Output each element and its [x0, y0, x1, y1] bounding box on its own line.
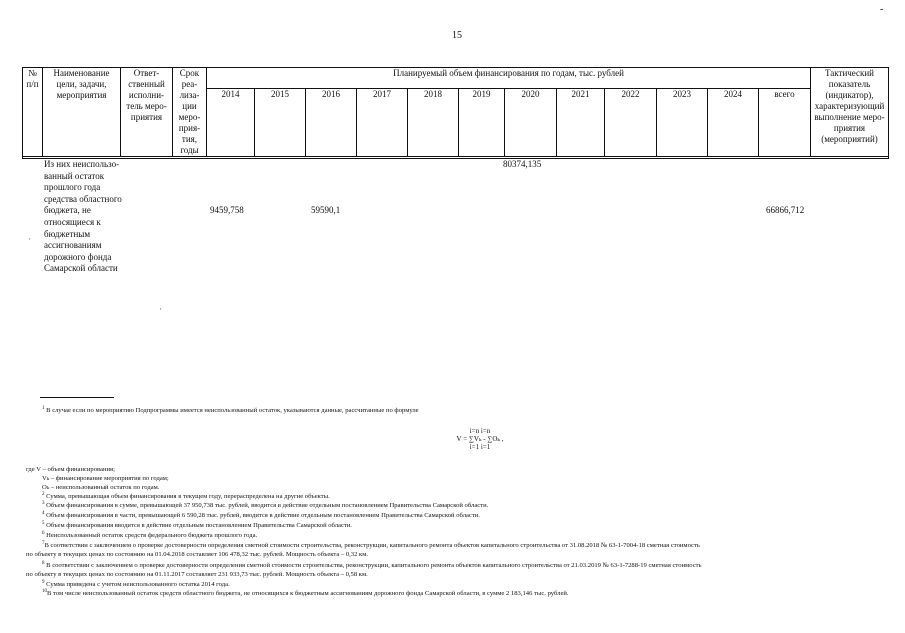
header-row-1	[23, 68, 889, 89]
legend-ok: Oₖ – неиспользованный остаток по годам.	[42, 484, 160, 491]
footnote-separator	[40, 397, 114, 398]
value-total: 66866,712	[766, 205, 805, 215]
footnote-9: $^9$ Сумма приведена с учетом неиспользованного остатка 2014 года.	[42, 579, 230, 588]
header-year: 2014	[207, 89, 255, 157]
row-label: Из них неиспользо-ванный остаток прошлого года средства областного бюджета, не относящиеся к бюджетным ассигнованиям дорожного фонда Самарской области	[44, 159, 122, 274]
footnote-8-cont: по объекту в текущих ценах по состоянию на 01.11.2017 составляет 231 933,73 тыс. рублей. Мощность объекта – 0,58 км.	[26, 571, 368, 578]
footnote-2: $^2$ Сумма, превышающая объем финансирования в текущем году, перераспределена на другие объекты.	[42, 491, 330, 500]
footnote-5: $^5$ Объем финансирования вводится в действие отдельным постановлением Правительства Самарской области.	[42, 520, 352, 529]
footnote-7: $^7$В соответствии с заключением о проверке достоверности определения сметной стоимости строительства, реконструкции, капитального ремонта объектов капитального строительства от 31.08.2018 № 63-1-7004-18 сметная стоимость	[42, 540, 700, 549]
scan-speck: ·	[159, 304, 162, 314]
header-planned: Планируемый объем финансирования по годам, тыс. рублей	[207, 68, 811, 89]
header-executor: Ответ-ственный исполни-тель меро-приятия	[121, 68, 173, 157]
footnote-6: $^6$ Неиспользованный остаток средств федерального бюджета прошлого года.	[42, 530, 258, 539]
value-2016: 59590,1	[311, 205, 341, 215]
header-year: 2023	[657, 89, 708, 157]
footnote-3: $^3$ Объем финансирования в сумме, превышающей 37 950,738 тыс. рублей, вводится в действие отдельным постановлением Правительства Самарской области.	[42, 500, 489, 509]
header-num: № п/п	[23, 68, 43, 157]
header-bottom-border	[23, 157, 889, 159]
header-year: 2020	[505, 89, 557, 157]
header-indicator: Тактический показатель (индикатор), характеризующий выполнение меро-приятия (мероприятий)	[811, 68, 889, 157]
header-year: 2019	[459, 89, 505, 157]
value-2020: 80374,135	[503, 159, 542, 169]
financing-table	[22, 67, 889, 159]
value-2014: 9459,758	[210, 205, 244, 215]
header-year: 2021	[557, 89, 605, 157]
footnote-8: $^8$ В соответствии с заключением о проверке достоверности определения сметной стоимости строительства, реконструкции, капитального ремонта объектов капитального строительства от 21.03.2019 № 63-1-7288-19 сметная стоимость	[42, 560, 702, 569]
header-total: всего	[759, 89, 811, 157]
header-year: 2016	[306, 89, 357, 157]
page-number: 15	[452, 30, 462, 41]
header-year: 2015	[255, 89, 306, 157]
corner-mark: -	[880, 4, 884, 15]
header-year: 2024	[708, 89, 759, 157]
header-year: 2017	[357, 89, 408, 157]
formula: i=n i=n V = ∑Vₖ - ∑Oₖ , i=1 i=1	[456, 427, 504, 451]
scan-speck: ·	[28, 234, 31, 244]
header-year: 2018	[408, 89, 459, 157]
header-year: 2022	[605, 89, 657, 157]
footnote-4: $^4$ Объем финансирования в части, превышающей 6 590,28 тыс. рублей, вводится в действие отдельным постановлением Правительства Самарской области.	[42, 510, 480, 519]
footnote-7-cont: по объекту в текущих ценах по состоянию на 01.04.2018 составляет 106 478,32 тыс. рублей. Мощность объекта – 0,32 км.	[26, 551, 369, 558]
legend-vk: Vₖ – финансирование мероприятия по годам;	[42, 475, 169, 482]
footnote-1: $^1$ В случае если по мероприятию Подпрограммы имеется неиспользованный остаток, указываются данные, рассчитанные по формуле	[42, 405, 419, 414]
header-name: Наименование цели, задачи, мероприятия	[43, 68, 121, 157]
header-term: Срок реа-лиза-ции меро-прия-тия, годы	[173, 68, 207, 157]
footnote-10: $^{10}$В том числе неиспользованный остаток средств областного бюджета, не относящихся к бюджетным ассигнованиям дорожного фонда Самарской области, в сумме 2 183,146 тыс. рублей.	[42, 588, 569, 597]
legend-v: где V – объем финансирования;	[26, 466, 115, 473]
